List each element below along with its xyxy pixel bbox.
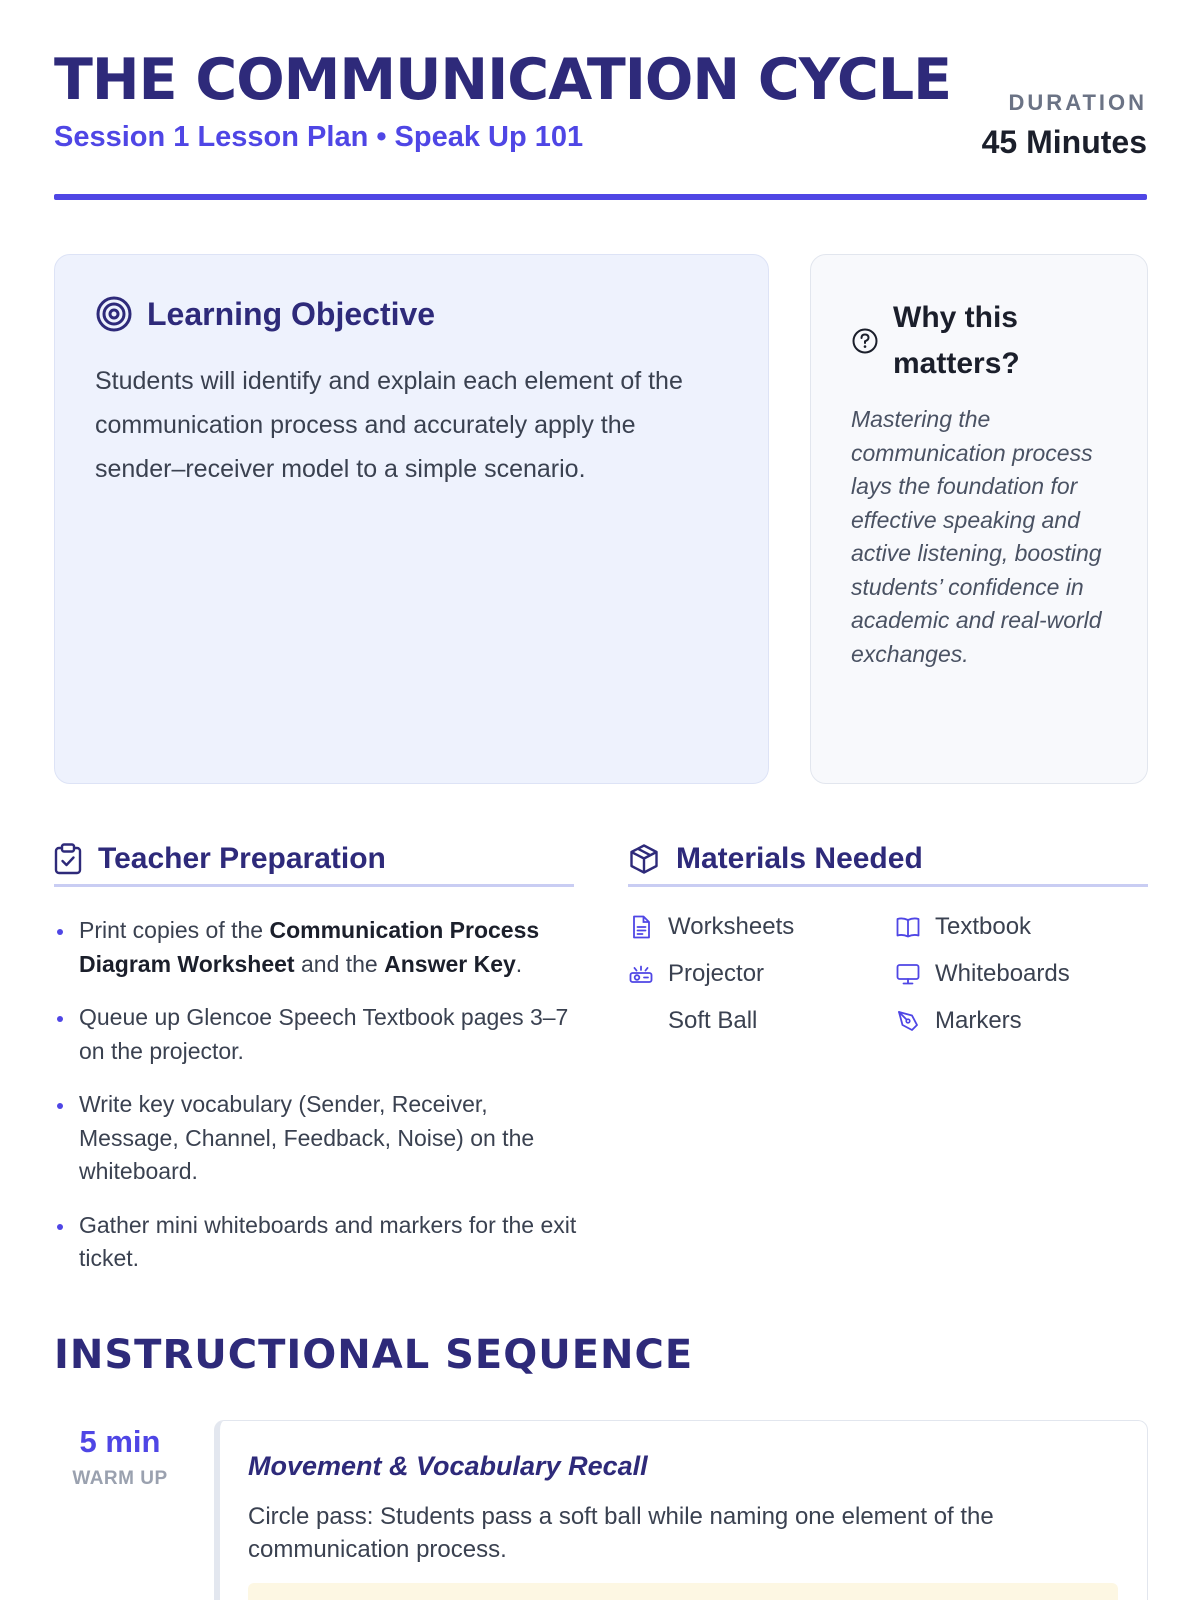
marker-icon <box>895 1008 921 1034</box>
instructional-sequence-title: INSTRUCTIONAL SEQUENCE <box>54 1332 694 1378</box>
material-label: Worksheets <box>668 912 795 940</box>
page-subtitle: Session 1 Lesson Plan • Speak Up 101 <box>54 121 584 153</box>
step-title: Movement & Vocabulary Recall <box>248 1451 648 1481</box>
material-soft-ball <box>628 1006 895 1035</box>
document-icon <box>628 914 654 940</box>
material-whiteboards <box>895 959 1148 988</box>
material-label: Whiteboards <box>935 959 1070 987</box>
teacher-preparation-heading <box>54 842 574 887</box>
list-item: Queue up Glencoe Speech Textbook pages 3–7 on the projector. <box>54 1001 579 1068</box>
why-matters-heading <box>851 295 1107 387</box>
why-matters-card <box>810 254 1148 784</box>
learning-objective-text: Students will identify and explain each element of the communication process and accurately apply the sender–receiver model to a simple scenario. <box>95 367 683 483</box>
sequence-step-card <box>214 1420 1148 1600</box>
materials-needed-title: Materials Needed <box>676 842 923 875</box>
step-phase-tag: WARM UP <box>72 1468 168 1489</box>
material-label: Projector <box>668 959 765 987</box>
package-icon <box>628 843 660 875</box>
material-markers <box>895 1006 1148 1035</box>
material-textbook <box>895 912 1148 941</box>
learning-objective-heading <box>95 295 728 333</box>
why-matters-title: Why this matters? <box>893 301 1020 380</box>
duration-value: 45 Minutes <box>981 124 1147 160</box>
target-icon <box>95 295 133 333</box>
list-item: Print copies of the Communication Process Diagram Worksheet and the Answer Key. <box>54 914 579 981</box>
learning-objective-card <box>54 254 769 784</box>
book-open-icon <box>895 914 921 940</box>
why-matters-text: Mastering the communication process lays the foundation for effective speaking and active listening, boosting students’ confidence in academic and real-world exchanges. <box>851 406 1102 667</box>
material-label: Textbook <box>935 912 1032 940</box>
question-circle-icon <box>851 327 879 355</box>
step-description: Circle pass: Students pass a soft ball while naming one element of the communication process. <box>248 1503 994 1563</box>
list-item: Write key vocabulary (Sender, Receiver, Message, Channel, Feedback, Noise) on the whiteboard. <box>54 1088 579 1189</box>
header <box>54 47 1147 160</box>
preparation-list <box>54 914 579 1296</box>
material-label: Markers <box>935 1006 1022 1034</box>
materials-grid <box>628 912 1148 1035</box>
step-note-box <box>248 1583 1118 1600</box>
projector-icon <box>628 961 654 987</box>
step-time <box>60 1424 180 1490</box>
duration-label: DURATION <box>1008 90 1147 115</box>
blank-icon <box>628 1008 654 1034</box>
material-worksheets <box>628 912 895 941</box>
duration-block <box>982 90 1147 161</box>
teacher-preparation-title: Teacher Preparation <box>98 842 386 875</box>
learning-objective-title: Learning Objective <box>147 295 436 332</box>
materials-needed-heading <box>628 842 1148 887</box>
material-label: Soft Ball <box>668 1006 758 1034</box>
monitor-icon <box>895 961 921 987</box>
clipboard-check-icon <box>54 843 82 875</box>
material-projector <box>628 959 895 988</box>
page-title: THE COMMUNICATION CYCLE <box>54 47 952 113</box>
header-divider <box>54 194 1147 200</box>
step-duration: 5 min <box>79 1424 161 1459</box>
list-item: Gather mini whiteboards and markers for the exit ticket. <box>54 1209 579 1276</box>
